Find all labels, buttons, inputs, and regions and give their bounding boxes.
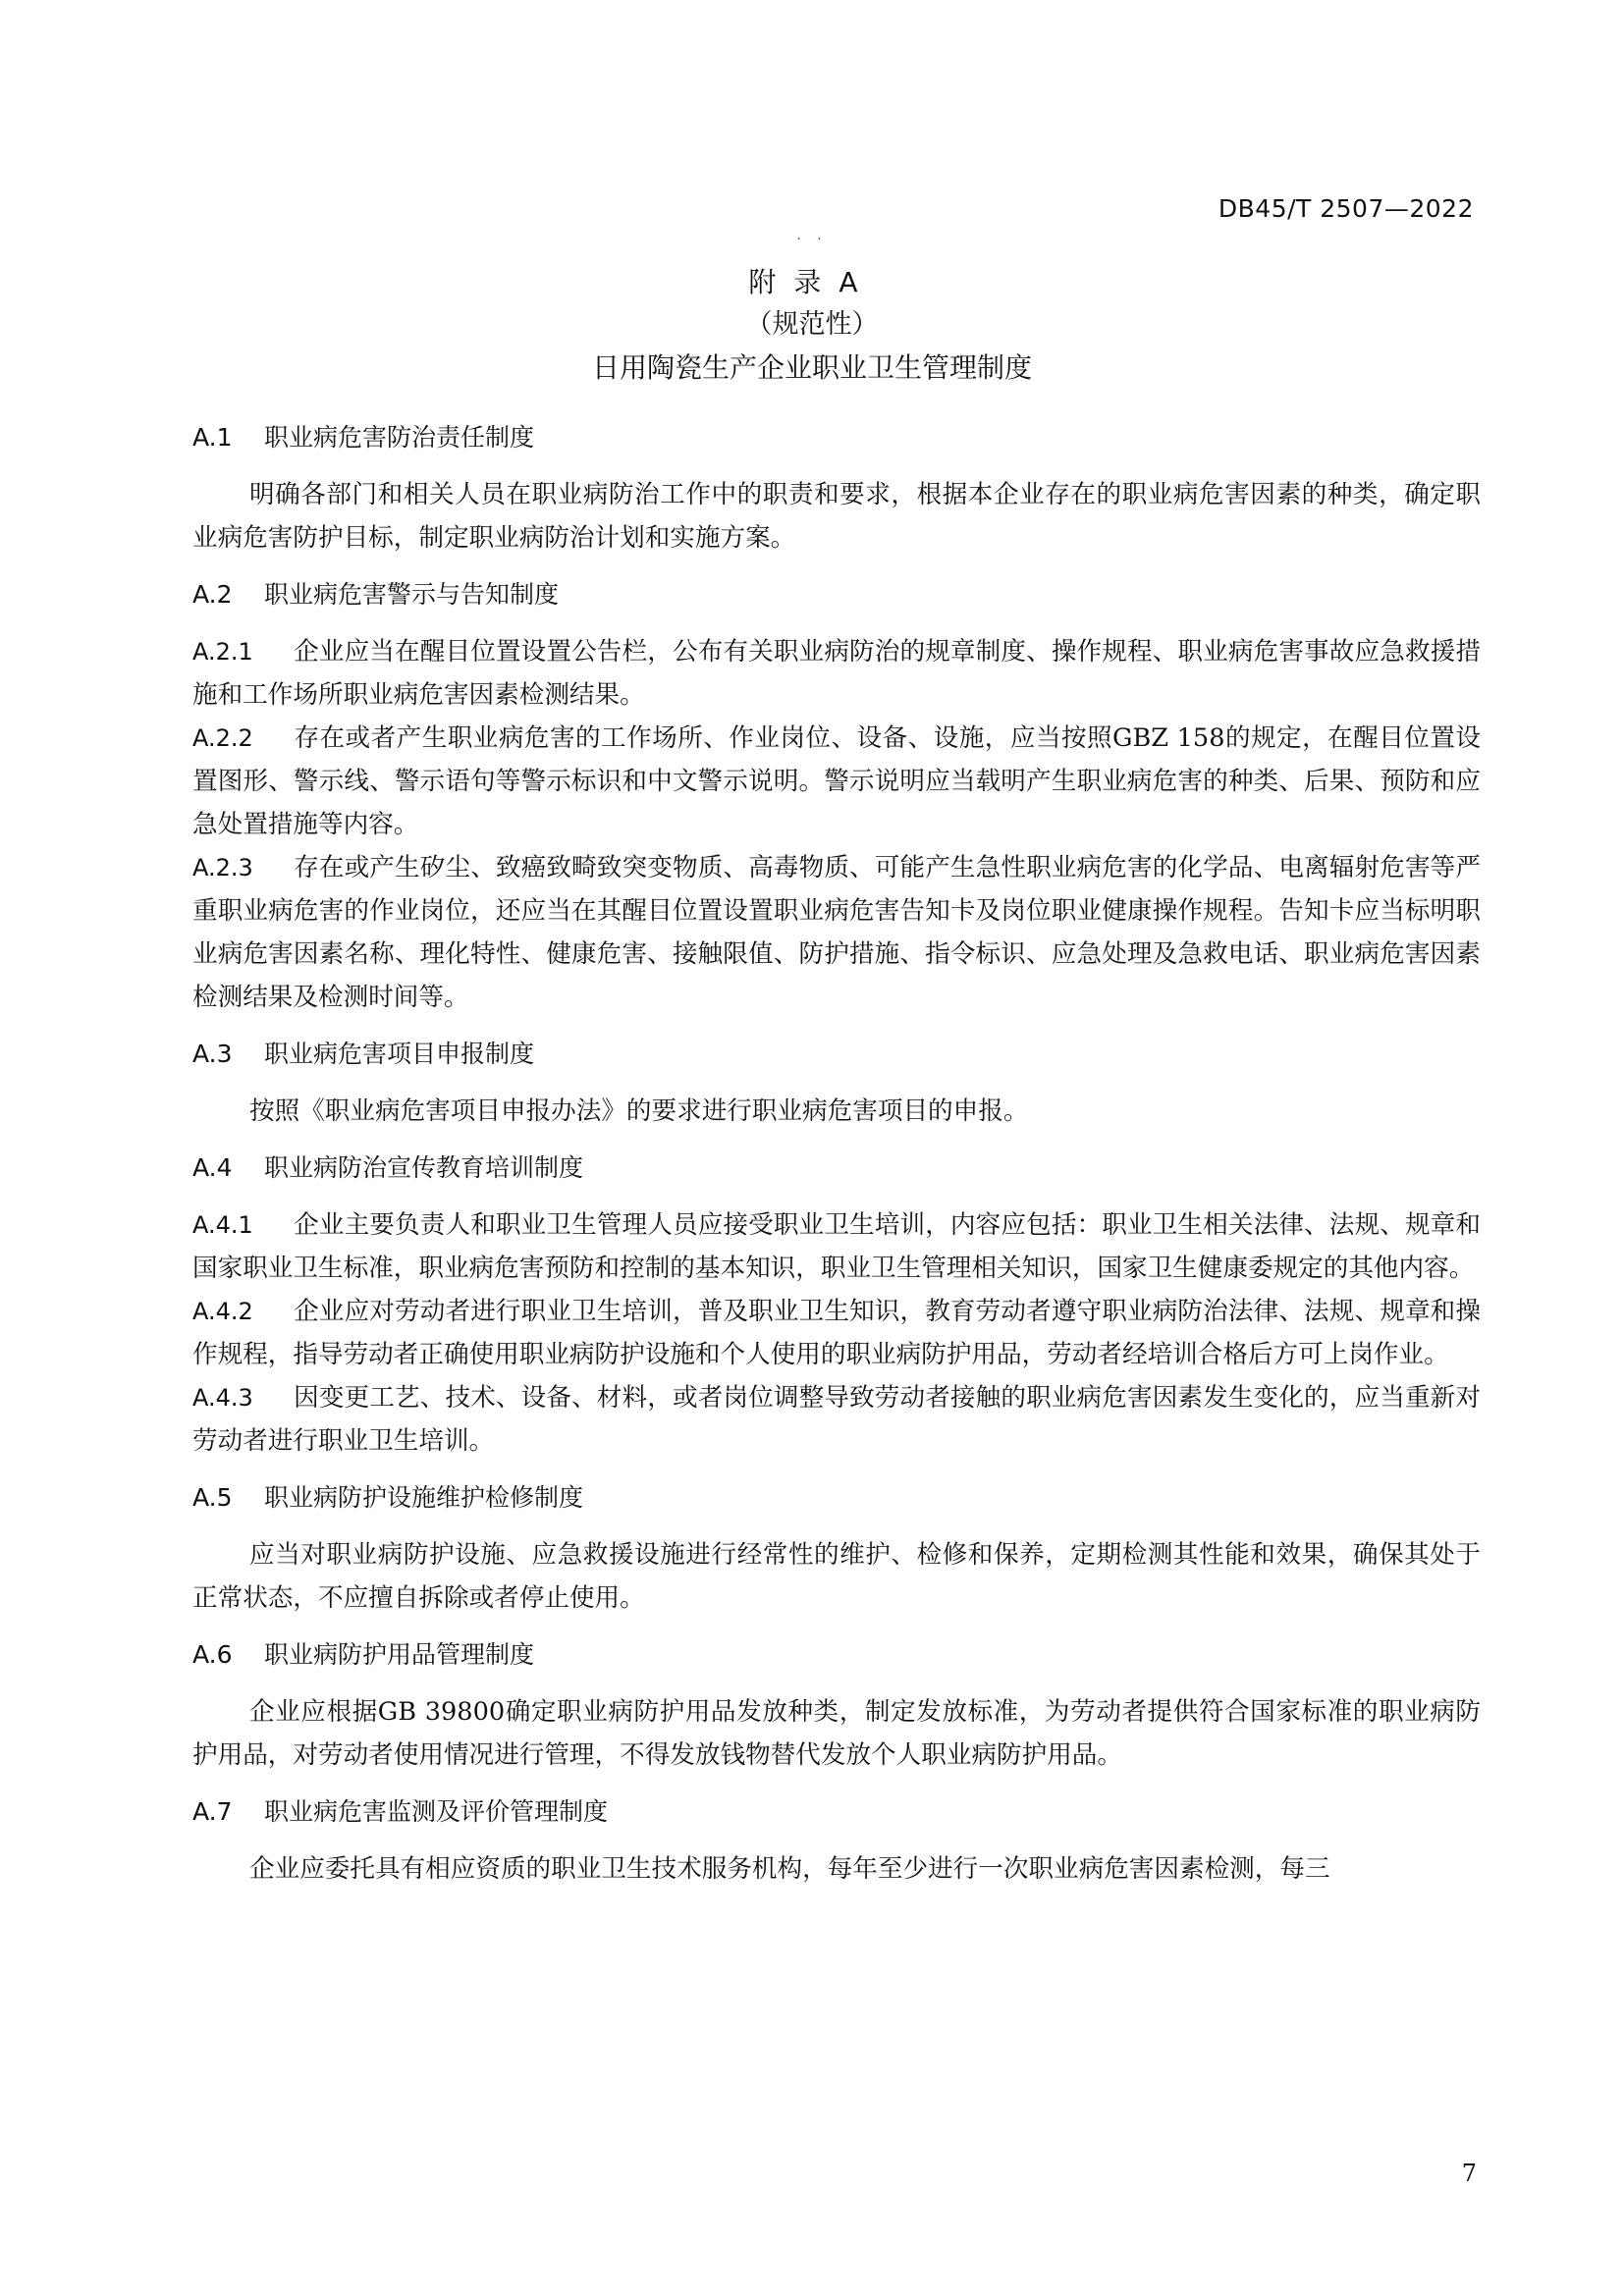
clause <box>192 846 1481 1019</box>
section-number: A.7 <box>192 1797 233 1826</box>
section-title: 职业病危害防治责任制度 <box>264 423 535 452</box>
clause-number: A.4.2 <box>192 1298 253 1325</box>
section-title: 职业病危害项目申报制度 <box>264 1040 535 1068</box>
section-number: A.5 <box>192 1483 233 1512</box>
section-title: 职业病危害警示与告知制度 <box>264 580 560 609</box>
clause-text: 存在或者产生职业病危害的工作场所、作业岗位、设备、设施，应当按照GBZ 158的规定，在醒目位置设置图形、警示线、警示语句等警示标识和中文警示说明。警示说明应当载明产生职业病危害的种类、后果、预防和应急处置措施等内容。 <box>192 723 1481 839</box>
section-a6 <box>192 1633 1481 1777</box>
clause-number: A.2.1 <box>192 638 253 666</box>
section-heading <box>192 1033 1481 1076</box>
section-a5 <box>192 1476 1481 1620</box>
clause-text: 企业应对劳动者进行职业卫生培训，普及职业卫生知识，教育劳动者遵守职业病防治法律、法规、规章和操作规程，指导劳动者正确使用职业病防护设施和个人使用的职业病防护用品，劳动者经培训合格后方可上岗作业。 <box>192 1297 1481 1369</box>
section-title: 职业病防护用品管理制度 <box>264 1640 535 1669</box>
clause <box>192 1376 1481 1463</box>
section-paragraph: 明确各部门和相关人员在职业病防治工作中的职责和要求，根据本企业存在的职业病危害因素的种类，确定职业病危害防护目标，制定职业病防治计划和实施方案。 <box>192 480 1481 553</box>
decorative-dots: · · <box>796 232 828 247</box>
section-title: 职业病防护设施维护检修制度 <box>264 1483 584 1512</box>
section-a1 <box>192 416 1481 560</box>
section-heading <box>192 573 1481 616</box>
section-a7 <box>192 1790 1481 1891</box>
clause-number: A.4.3 <box>192 1384 253 1412</box>
section-number: A.4 <box>192 1153 233 1182</box>
document-body <box>192 416 1481 1904</box>
clause-number: A.2.3 <box>192 854 253 881</box>
appendix-title: 附录A <box>748 266 876 298</box>
clause-list <box>192 1203 1481 1463</box>
clause <box>192 717 1481 846</box>
clause-number: A.2.2 <box>192 724 253 752</box>
clause-list <box>192 630 1481 1019</box>
section-paragraph: 企业应委托具有相应资质的职业卫生技术服务机构，每年至少进行一次职业病危害因素检测，每三 <box>249 1854 1330 1884</box>
clause <box>192 1203 1481 1290</box>
section-heading <box>192 1633 1481 1677</box>
section-paragraph: 应当对职业病防护设施、应急救援设施进行经常性的维护、检修和保养，定期检测其性能和效果，确保其处于正常状态，不应擅自拆除或者停止使用。 <box>192 1540 1481 1613</box>
section-title: 职业病防治宣传教育培训制度 <box>264 1153 584 1182</box>
section-a2 <box>192 573 1481 1019</box>
clause <box>192 1290 1481 1376</box>
section-heading <box>192 1476 1481 1520</box>
section-heading <box>192 1147 1481 1190</box>
section-number: A.6 <box>192 1640 233 1669</box>
page-number: 7 <box>1461 2160 1477 2187</box>
clause-text: 企业主要负责人和职业卫生管理人员应接受职业卫生培训，内容应包括：职业卫生相关法律、法规、规章和国家职业卫生标准，职业病危害预防和控制的基本知识，职业卫生管理相关知识，国家卫生健康委规定的其他内容。 <box>192 1210 1481 1283</box>
section-number: A.2 <box>192 580 233 609</box>
section-title: 职业病危害监测及评价管理制度 <box>264 1797 609 1826</box>
section-a3 <box>192 1033 1481 1133</box>
section-paragraph: 按照《职业病危害项目申报办法》的要求进行职业病危害项目的申报。 <box>249 1096 1029 1126</box>
section-a4 <box>192 1147 1481 1463</box>
section-number: A.1 <box>192 423 233 452</box>
section-heading <box>192 416 1481 459</box>
appendix-type: （规范性） <box>745 309 879 340</box>
standard-code: DB45/T 2507—2022 <box>1218 194 1474 223</box>
section-heading <box>192 1790 1481 1834</box>
section-paragraph: 企业应根据GB 39800确定职业病防护用品发放种类，制定发放标准，为劳动者提供符合国家标准的职业病防护用品，对劳动者使用情况进行管理，不得发放钱物替代发放个人职业病防护用品。 <box>192 1697 1481 1770</box>
clause-text: 因变更工艺、技术、设备、材料，或者岗位调整导致劳动者接触的职业病危害因素发生变化的，应当重新对劳动者进行职业卫生培训。 <box>192 1383 1481 1456</box>
appendix-name: 日用陶瓷生产企业职业卫生管理制度 <box>591 351 1032 384</box>
clause-text: 存在或产生矽尘、致癌致畸致突变物质、高毒物质、可能产生急性职业病危害的化学品、电离辐射危害等严重职业病危害的作业岗位，还应当在其醒目位置设置职业病危害告知卡及岗位职业健康操作规程。告知卡应当标明职业病危害因素名称、理化特性、健康危害、接触限值、防护措施、指令标识、应急处理及急救电话、职业病危害因素检测结果及检测时间等。 <box>192 853 1481 1012</box>
clause <box>192 630 1481 717</box>
clause-number: A.4.1 <box>192 1211 253 1239</box>
clause-text: 企业应当在醒目位置设置公告栏，公布有关职业病防治的规章制度、操作规程、职业病危害事故应急救援措施和工作场所职业病危害因素检测结果。 <box>192 637 1481 710</box>
section-number: A.3 <box>192 1040 233 1068</box>
